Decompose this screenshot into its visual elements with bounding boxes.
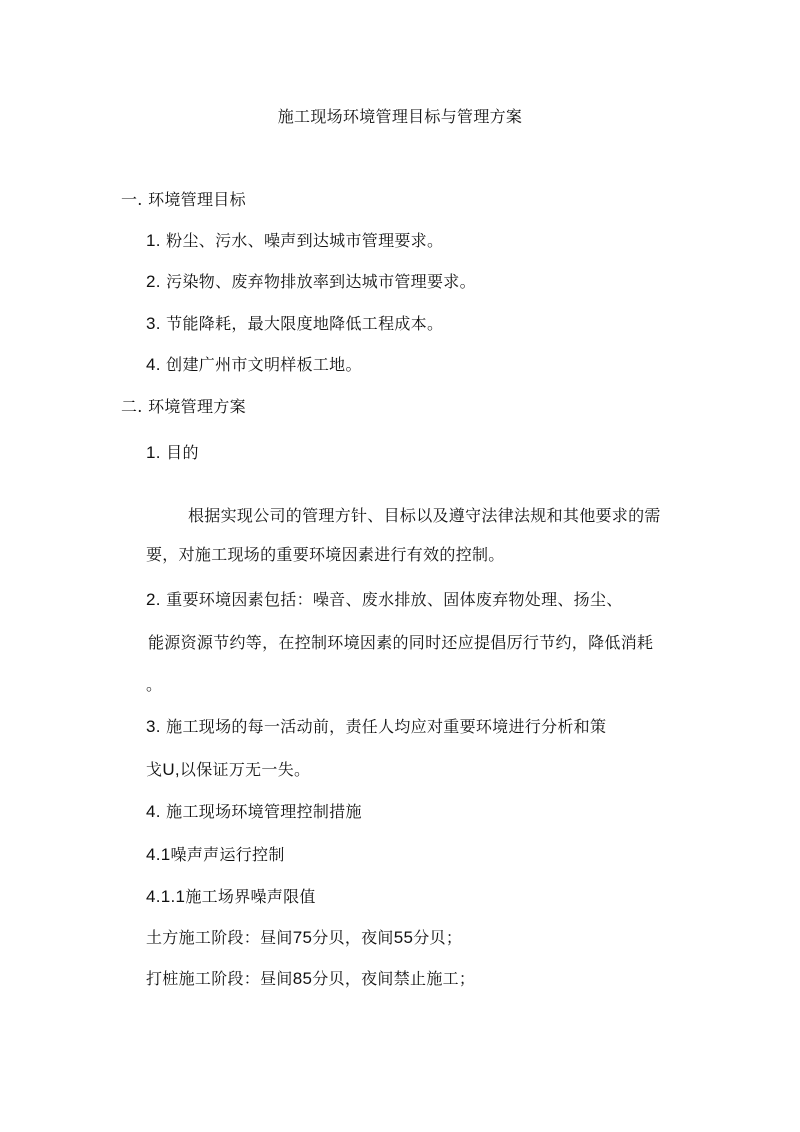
goal-item-4 bbox=[146, 355, 362, 375]
analysis-text-a: 戈 bbox=[146, 760, 163, 779]
analysis-line-2 bbox=[146, 760, 310, 780]
earthwork-noise-limit bbox=[146, 928, 462, 948]
factors-line-1 bbox=[146, 590, 623, 610]
noise-control-heading bbox=[146, 845, 285, 865]
purpose-paragraph-line-1: 根据实现公司的管理方针、目标以及遵守法律法规和其他要求的需 bbox=[188, 506, 661, 525]
measures-title: 施工现场环境管理控制措施 bbox=[166, 802, 362, 821]
earthwork-night-value: 55 bbox=[393, 928, 414, 947]
goal-item-1 bbox=[146, 231, 443, 251]
piling-suffix: 分贝，夜间禁止施工； bbox=[312, 969, 476, 988]
goal-item-number: 4. bbox=[146, 355, 161, 374]
purpose-heading bbox=[146, 443, 199, 463]
analysis-text-b: U, bbox=[162, 760, 180, 779]
goal-item-number: 2. bbox=[146, 272, 161, 291]
goal-item-number: 1. bbox=[146, 231, 161, 250]
purpose-paragraph-line-2: 要，对施工现场的重要环境因素进行有效的控制。 bbox=[146, 545, 505, 564]
goal-item-text: 创建广州市文明样板工地。 bbox=[166, 355, 362, 374]
earthwork-middle: 分贝，夜间 bbox=[312, 928, 394, 947]
factors-line-2: 能源资源节约等，在控制环境因素的同时还应提倡厉行节约，降低消耗 bbox=[148, 633, 654, 652]
analysis-text-c: 以保证万无一失。 bbox=[179, 760, 311, 779]
measures-heading bbox=[146, 802, 362, 822]
analysis-text: 施工现场的每一活动前，责任人均应对重要环境进行分析和策 bbox=[166, 717, 607, 736]
piling-day-value: 85 bbox=[292, 969, 313, 988]
noise-limit-heading bbox=[146, 887, 316, 907]
goal-item-3 bbox=[146, 314, 443, 334]
limit-number: 4.1.1 bbox=[146, 887, 186, 906]
document-title: 施工现场环境管理目标与管理方案 bbox=[277, 107, 523, 126]
earthwork-prefix: 土方施工阶段：昼间 bbox=[146, 928, 293, 947]
purpose-number: 1. bbox=[146, 443, 161, 462]
section1-heading: 一. 环境管理目标 bbox=[121, 190, 246, 209]
earthwork-day-value: 75 bbox=[292, 928, 313, 947]
goal-item-text: 粉尘、污水、噪声到达城市管理要求。 bbox=[166, 231, 444, 250]
analysis-line-1 bbox=[146, 717, 606, 737]
factors-line-3: 。 bbox=[146, 675, 163, 694]
goal-item-2 bbox=[146, 272, 476, 292]
measures-number: 4. bbox=[146, 802, 161, 821]
piling-prefix: 打桩施工阶段：昼间 bbox=[146, 969, 293, 988]
factors-text: 重要环境因素包括：噪音、废水排放、固体废弃物处理、扬尘、 bbox=[166, 590, 623, 609]
limit-title: 施工场界噪声限值 bbox=[185, 887, 316, 906]
goal-item-number: 3. bbox=[146, 314, 161, 333]
noise-number: 4.1 bbox=[146, 845, 171, 864]
analysis-number: 3. bbox=[146, 717, 161, 736]
factors-number: 2. bbox=[146, 590, 161, 609]
section2-heading: 二. 环境管理方案 bbox=[121, 397, 246, 416]
earthwork-suffix: 分贝； bbox=[413, 928, 463, 947]
goal-item-text: 节能降耗，最大限度地降低工程成本。 bbox=[166, 314, 444, 333]
piling-noise-limit bbox=[146, 969, 475, 989]
purpose-title: 目的 bbox=[166, 443, 199, 462]
noise-title: 噪声声运行控制 bbox=[170, 845, 285, 864]
goal-item-text: 污染物、废弃物排放率到达城市管理要求。 bbox=[166, 272, 476, 291]
